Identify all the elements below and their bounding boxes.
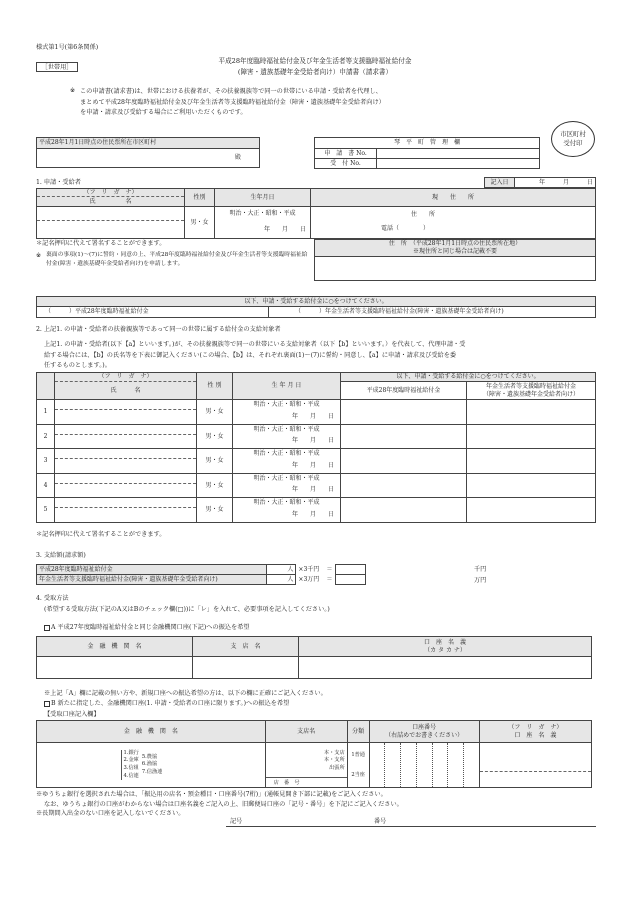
family-gender-field[interactable]: 男・女: [197, 498, 233, 523]
applicant-name-label: 氏 名: [37, 197, 185, 207]
applicant-furigana-field[interactable]: [37, 207, 185, 221]
holder-kana-label: （カ タ カ ナ）: [424, 646, 466, 654]
bank-type[interactable]: 2.金庫: [123, 757, 139, 764]
family-birth-label: 生 年 月 日: [233, 373, 341, 400]
residence-sub: ※現住所と同じ場合は記載不要: [412, 248, 497, 255]
applicant-era-field[interactable]: 明治・大正・昭和・平成: [215, 207, 311, 221]
family-ymd-field[interactable]: 年 月 日: [233, 483, 341, 498]
option-a-note: ※上記「A」欄に記載の無い方や、新規口座への振込希望の方は、以下の欄に正確にご記入ください。: [44, 690, 327, 697]
applicant-table: [36, 188, 596, 239]
family-name-field[interactable]: [55, 434, 197, 449]
bank-type-options[interactable]: [121, 743, 266, 788]
option-b-label: B 新たに指定した、金融機関口座(1. 申請・受給者の口座に限ります。)への振込を希望: [51, 700, 290, 707]
family-benefit1-field[interactable]: [341, 400, 467, 425]
residence-note: 住 所 （平成28年1月1日時点の住民票所在地）: [388, 240, 522, 247]
new-kind-field[interactable]: [347, 743, 369, 788]
section2-seal-note: ＊記名押印に代えて署名することができます。: [36, 531, 166, 538]
applicant-ymd-field[interactable]: 年 月 日: [215, 221, 311, 239]
family-era-field[interactable]: 明治・大正・昭和・平成: [233, 400, 341, 410]
kind-option[interactable]: 2当座: [351, 772, 365, 778]
previous-account-table: [36, 636, 592, 679]
form-title: 平成28年度臨時福祉給付金及び年金生活者等支援臨時福祉給付金: [218, 57, 412, 65]
holder-label: 口 座 名 義: [423, 638, 466, 646]
family-furigana-field[interactable]: [55, 424, 197, 434]
family-name-field[interactable]: [55, 459, 197, 474]
header-note-line: まとめて平成28年度臨時福祉給付金及び年金生活者等支援臨時福祉給付金（障害・遺族基礎年金受給者向け）: [80, 98, 385, 106]
family-benefit1-field[interactable]: [341, 473, 467, 498]
applicant-furigana-label: （フ リ ガ ナ）: [37, 189, 185, 197]
family-benefit2-field[interactable]: [467, 400, 596, 425]
family-furigana-field[interactable]: [55, 498, 197, 508]
yucho-note-2: なお、ゆうちょ銀行の口座がわからない場合は口座名義をご記入の上、旧郵便局口座の「記号・番号」を下記にご記入ください。: [44, 800, 403, 808]
section1-seal-note: ＊記名押印に代えて署名することができます。: [36, 240, 166, 247]
receipt-no-field[interactable]: [377, 159, 540, 169]
family-circle-note: 以下、申請・受給する給付金に○をつけてください。: [341, 373, 596, 382]
family-row: [37, 449, 596, 459]
family-row-index: 2: [37, 424, 55, 449]
admin-box: [314, 137, 540, 169]
family-row: [37, 473, 596, 483]
prev-branch-label: 支 店 名: [193, 637, 299, 657]
amount-row1-total[interactable]: [336, 565, 366, 575]
option-a-checkbox[interactable]: [44, 625, 50, 631]
new-account-table: [36, 720, 592, 788]
bank-type[interactable]: 7.信漁連: [141, 769, 163, 775]
amount-row1-eq: ＝: [326, 565, 333, 573]
tel-label: 電話（ ）: [381, 225, 430, 233]
new-branch-label: 支店名: [265, 721, 347, 743]
kind-option[interactable]: 1普通: [351, 752, 365, 758]
prev-branch-field[interactable]: [193, 657, 299, 679]
new-bank-label: 金 融 機 関 名: [37, 721, 266, 743]
section2-heading: 2. 上記1. の申請・受給者の扶養親族等であって同一の世帯に属する給付金の支給対象者: [36, 326, 281, 333]
stamp-line: 市区町村: [560, 130, 586, 138]
family-gender-field[interactable]: 男・女: [197, 424, 233, 449]
family-col-benefit2b: （障害・遺族基礎年金受給者向け）: [467, 391, 596, 400]
bank-type[interactable]: 4.信連: [123, 772, 139, 779]
applicant-gender-label: 性別: [185, 189, 215, 207]
new-bank-field[interactable]: [37, 743, 121, 788]
family-name-field[interactable]: [55, 508, 197, 523]
address-inline-label: 住 所: [411, 211, 436, 219]
family-name-field[interactable]: [55, 483, 197, 498]
entry-date-field[interactable]: 年 月 日: [515, 178, 596, 188]
form-number: 様式第1号(第6条関係): [36, 44, 99, 51]
amount-row2-eq: ＝: [326, 575, 333, 583]
family-benefit2-field[interactable]: [467, 449, 596, 474]
branch-type[interactable]: 本・支店: [323, 749, 345, 756]
family-gender-field[interactable]: 男・女: [197, 400, 233, 425]
municipality-label: 平成28年1月1日時点の住民票所在市区町村: [37, 138, 260, 149]
family-benefit2-field[interactable]: [467, 498, 596, 523]
prev-holder-field[interactable]: [299, 657, 592, 679]
family-furigana-label: （フ リ ガ ナ）: [55, 373, 197, 382]
prev-holder-label: [299, 637, 592, 657]
header-note-line: を申請・請求及び受給する場合にご利用いただくものです。: [80, 109, 247, 116]
header-note-mark: ※: [70, 87, 76, 94]
acct-no-sub: （右詰めでお書きください）: [385, 731, 464, 739]
family-benefit1-field[interactable]: [341, 449, 467, 474]
section2-desc-line: 給する場合には、【b】の氏名等を下表に御記入ください(この場合、【b】は、それぞれ裏面(1)～(7)に誓約・同意し、【a】に申請・請求及び受給を委: [44, 351, 457, 359]
residence-field[interactable]: [315, 257, 596, 281]
applicant-gender-field[interactable]: 男・女: [185, 207, 215, 239]
residence-box: [314, 239, 596, 281]
family-benefit2-field[interactable]: [467, 424, 596, 449]
branch-type[interactable]: 出張所: [329, 764, 345, 771]
amount-row2-total[interactable]: [336, 575, 366, 585]
family-gender-field[interactable]: 男・女: [197, 473, 233, 498]
entry-date-box: [484, 177, 596, 188]
form-subtitle: (障害・遺族基礎年金受給者向け）申請書（請求書）: [237, 68, 393, 76]
municipality-suffix: 殿: [234, 154, 241, 162]
amount-row2-count[interactable]: [266, 575, 296, 585]
bank-type[interactable]: 3.信組: [123, 765, 139, 771]
rate-2: ×3万円: [298, 575, 320, 583]
option-a-label: A 平成27年度臨時福祉給付金と同じ金融機関口座(下記)への振込を希望: [51, 624, 250, 631]
admin-title: 琴 平 町 管 理 欄: [315, 138, 540, 149]
section4-instruction: (希望する受取方法(下記のA又はBのチェック欄(□))に「レ」を入れて、必要事項を記入してください。): [44, 606, 330, 613]
entry-date-label: 記入日: [485, 178, 515, 188]
municipality-field[interactable]: [37, 149, 260, 168]
family-era-field[interactable]: 明治・大正・昭和・平成: [233, 473, 341, 483]
branch-no-label: 店 番 号: [273, 780, 300, 786]
family-name-label: 氏 名: [55, 382, 197, 400]
family-ymd-field[interactable]: 年 月 日: [233, 459, 341, 474]
pledge-mark: ※: [36, 252, 42, 259]
option-b-checkbox[interactable]: [44, 701, 50, 707]
header-note: [80, 87, 385, 119]
applicant-option-2[interactable]: （ ）年金生活者等支援臨時福祉給付金(障害・遺族基礎年金受給者向け): [269, 307, 596, 318]
person-unit: 人: [287, 565, 294, 573]
new-holder-kana: （フ リ ガ ナ）: [508, 723, 563, 731]
kigo-label: 記号: [230, 818, 243, 825]
new-kind-label: 分類: [347, 721, 369, 743]
applicant-name-field[interactable]: [37, 221, 185, 239]
person-unit: 人: [287, 575, 294, 583]
section2-desc-line: 上記1. の申請・受給者(以下【a】といいます。)が、その扶養親族等で同一の世帯にいる支給対象者（以下【b】といいます。）を代表して、代理申請・受: [44, 341, 466, 348]
family-benefit2-field[interactable]: [467, 473, 596, 498]
prev-bank-label: 金 融 機 関 名: [37, 637, 193, 657]
yucho-note-1: ※ゆうちょ銀行を選択された場合は、「振込用の店名・預金種目・口座番号(7桁)」(通帳見開き下部に記載)をご記入ください。: [36, 791, 387, 798]
rate-1: ×3千円: [298, 565, 320, 573]
amount-row1-label: 平成28年度臨時福祉給付金: [37, 565, 267, 575]
new-acct-no-label: [369, 721, 479, 743]
family-row-index: 3: [37, 449, 55, 474]
option-b[interactable]: [44, 700, 289, 707]
prev-bank-field[interactable]: [37, 657, 193, 679]
yucho-kigo-bango[interactable]: [226, 818, 596, 827]
bank-type[interactable]: 5.農協: [141, 753, 158, 760]
section3-heading: 3. 支給額(請求額): [36, 552, 86, 559]
section2-desc-line: 任するものとします。)。: [44, 362, 111, 369]
family-gender-label: 性 別: [197, 373, 233, 400]
long-unused-note: ※長期間入出金のない口座を記入しないでください。: [36, 810, 185, 817]
form-type-tag: ［世帯用］: [36, 62, 78, 72]
family-col-benefit1: 平成28年度臨時福祉給付金: [341, 382, 467, 400]
bank-type[interactable]: 1.銀行: [123, 749, 139, 756]
new-holder-label: [479, 721, 591, 743]
branch-type[interactable]: 本・支所: [323, 757, 345, 764]
applicant-circle-note: 以下、申請・受給する給付金に○をつけてください。: [37, 297, 596, 307]
family-row-index: 1: [37, 400, 55, 425]
section1-heading: 1. 申請・受給者: [36, 179, 81, 186]
family-furigana-field[interactable]: [55, 473, 197, 483]
header-note-line: この申請書(請求書)は、世帯における扶養者が、その扶養親族等で同一の世帯にいる申請・受給者を代理し、: [80, 88, 382, 95]
receipt-no-label: 受 付 No.: [315, 159, 377, 169]
yucho-notes: [36, 790, 403, 819]
family-furigana-field[interactable]: [55, 449, 197, 459]
family-row: [37, 498, 596, 508]
amount-table: [36, 564, 366, 585]
family-row-index: 4: [37, 473, 55, 498]
family-row: [37, 424, 596, 434]
family-gender-field[interactable]: 男・女: [197, 449, 233, 474]
family-era-field[interactable]: 明治・大正・昭和・平成: [233, 498, 341, 508]
amount-row2-label: 年金生活者等支援臨時福祉給付金(障害・遺族基礎年金受給者向け): [37, 575, 267, 585]
applicant-birth-label: 生年月日: [215, 189, 311, 207]
pledge-text: 裏面の事項(1)～(7)に誓約・同意の上、平成28年度臨時福祉給付金及び年金生活者等支援臨時福祉給付金(障害・遺族基礎年金受給者向け)を申請します。: [46, 252, 308, 267]
family-era-field[interactable]: 明治・大正・昭和・平成: [233, 424, 341, 434]
reception-stamp: [551, 121, 595, 157]
family-index-header: [37, 373, 55, 400]
applicant-address-field[interactable]: [311, 207, 596, 239]
receiving-account-label: 【受取口座記入欄】: [44, 711, 100, 718]
new-acct-no-field[interactable]: [369, 743, 479, 788]
family-row: [37, 400, 596, 410]
bango-label: 番号: [374, 818, 387, 825]
amount-unit-1: 千円: [474, 566, 487, 573]
new-holder-field[interactable]: [479, 743, 591, 788]
application-no-field[interactable]: [377, 149, 540, 159]
applicant-option-1[interactable]: （ ）平成28年度臨時福祉給付金: [37, 307, 269, 318]
amount-unit-2: 万円: [474, 577, 487, 584]
amount-row1-count[interactable]: [266, 565, 296, 575]
family-row-index: 5: [37, 498, 55, 523]
family-era-field[interactable]: 明治・大正・昭和・平成: [233, 449, 341, 459]
bank-type[interactable]: 6.漁協: [141, 761, 158, 768]
family-table: [36, 372, 596, 523]
family-col-benefit2: 年金生活者等支援臨時福祉給付金: [467, 382, 596, 391]
acct-no-label: 口座番号: [412, 723, 437, 731]
family-furigana-field[interactable]: [55, 400, 197, 410]
family-ymd-field[interactable]: 年 月 日: [233, 434, 341, 449]
family-name-field[interactable]: [55, 410, 197, 425]
new-branch-field[interactable]: [265, 743, 347, 788]
amount-row2-rate: [296, 575, 324, 585]
family-ymd-field[interactable]: 年 月 日: [233, 508, 341, 523]
applicant-address-label: 現 住 所: [311, 189, 596, 207]
family-ymd-field[interactable]: 年 月 日: [233, 410, 341, 425]
family-benefit1-field[interactable]: [341, 424, 467, 449]
amount-row1-rate: [296, 565, 324, 575]
new-holder-title: 口 座 名 義: [514, 731, 557, 739]
applicant-benefit-select: [36, 296, 596, 318]
municipality-box: [36, 137, 260, 168]
section2-description: [44, 340, 465, 372]
stamp-line: 受付印: [563, 139, 583, 147]
option-a[interactable]: [44, 624, 250, 631]
application-no-label: 申 請 書 No.: [315, 149, 377, 159]
section4-heading: 4. 受取方法: [36, 595, 69, 602]
residence-label: [315, 240, 596, 257]
family-benefit1-field[interactable]: [341, 498, 467, 523]
